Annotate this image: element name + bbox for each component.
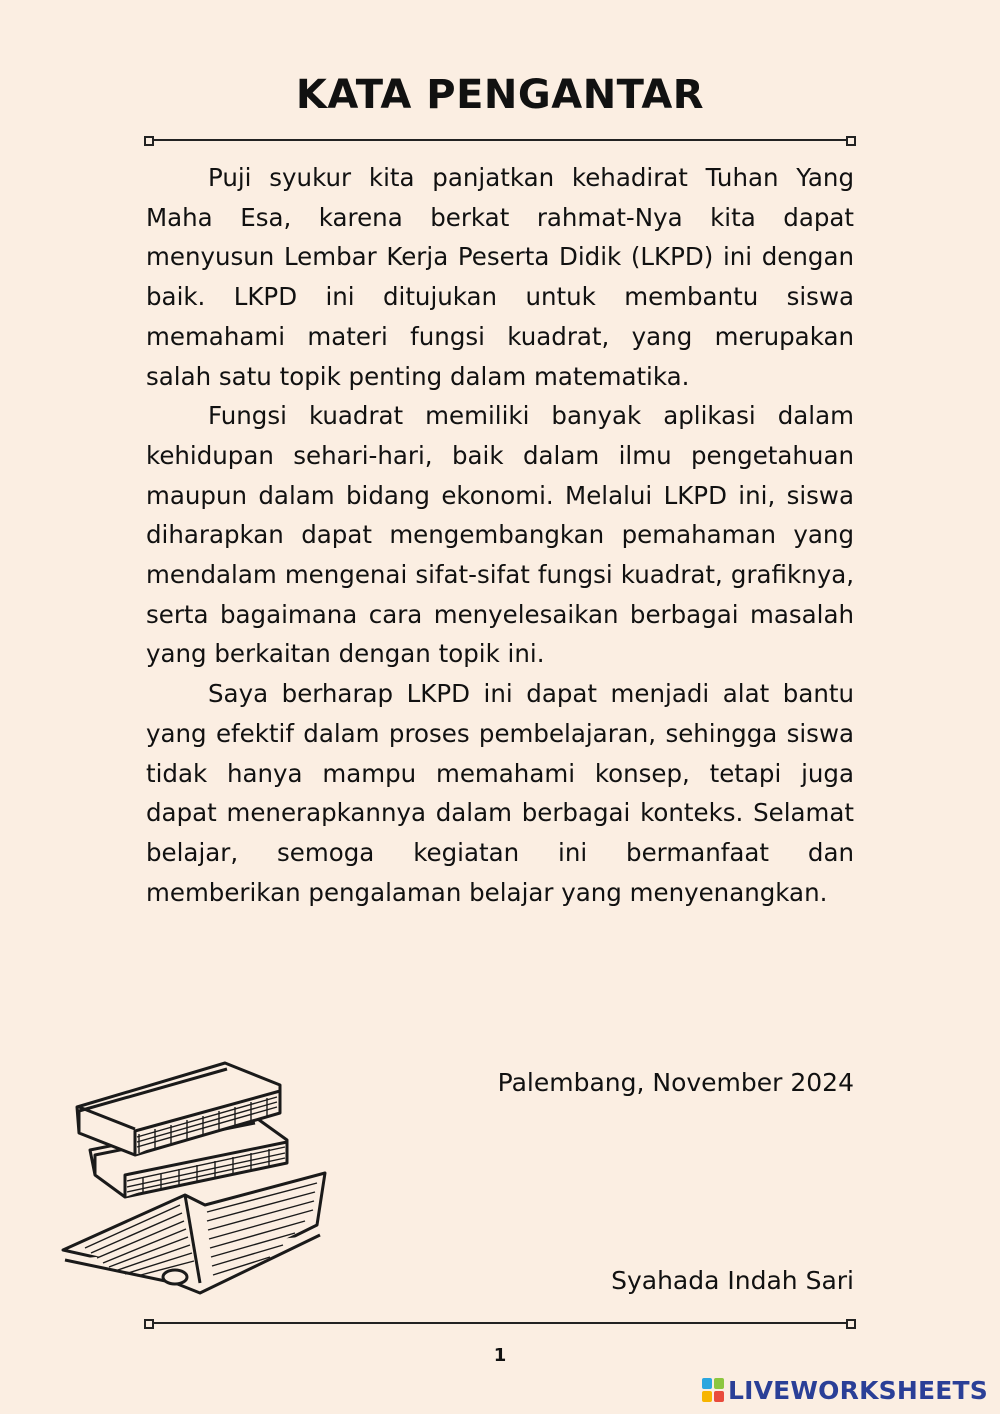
brand-text: LIVEWORKSHEETS xyxy=(727,1375,988,1405)
top-divider xyxy=(146,134,854,146)
page-number: 1 xyxy=(493,1345,507,1366)
paragraph-2: Fungsi kuadrat memiliki banyak aplikasi dalam kehidupan sehari-hari, baik dalam ilmu pengetahuan maupun dalam bidang ekonomi. Melalui LKPD ini, siswa diharapkan dapat mengembangkan pemahaman yang mendalam mengenai sifat-sifat fungsi kuadrat, grafiknya, serta bagaimana cara menyelesaikan berbagai masalah yang berkaitan dengan topik ini. xyxy=(146,401,854,669)
page-title: KATA PENGANTAR xyxy=(295,72,705,118)
liveworksheets-logo-icon xyxy=(702,1378,724,1402)
author-name: Syahada Indah Sari xyxy=(611,1266,854,1295)
bottom-divider xyxy=(146,1317,854,1329)
books-illustration-icon xyxy=(55,1055,335,1317)
paragraph-1: Puji syukur kita panjatkan kehadirat Tuhan Yang Maha Esa, karena berkat rahmat-Nya kita dapat menyusun Lembar Kerja Peserta Didik (LKPD) ini dengan baik. LKPD ini ditujukan untuk membantu siswa memahami materi fungsi kuadrat, yang merupakan salah satu topik penting dalam matematika. xyxy=(146,163,854,391)
paragraph-3: Saya berharap LKPD ini dapat menjadi alat bantu yang efektif dalam proses pembelajaran, sehingga siswa tidak hanya mampu memahami konsep, tetapi juga dapat menerapkannya dalam berbagai konteks. Selamat belajar, semoga kegiatan ini bermanfaat dan memberikan pengalaman belajar yang menyenangkan. xyxy=(146,679,854,907)
place-date: Palembang, November 2024 xyxy=(497,1068,854,1097)
liveworksheets-brand[interactable] xyxy=(702,1375,988,1405)
body-text xyxy=(146,158,854,912)
